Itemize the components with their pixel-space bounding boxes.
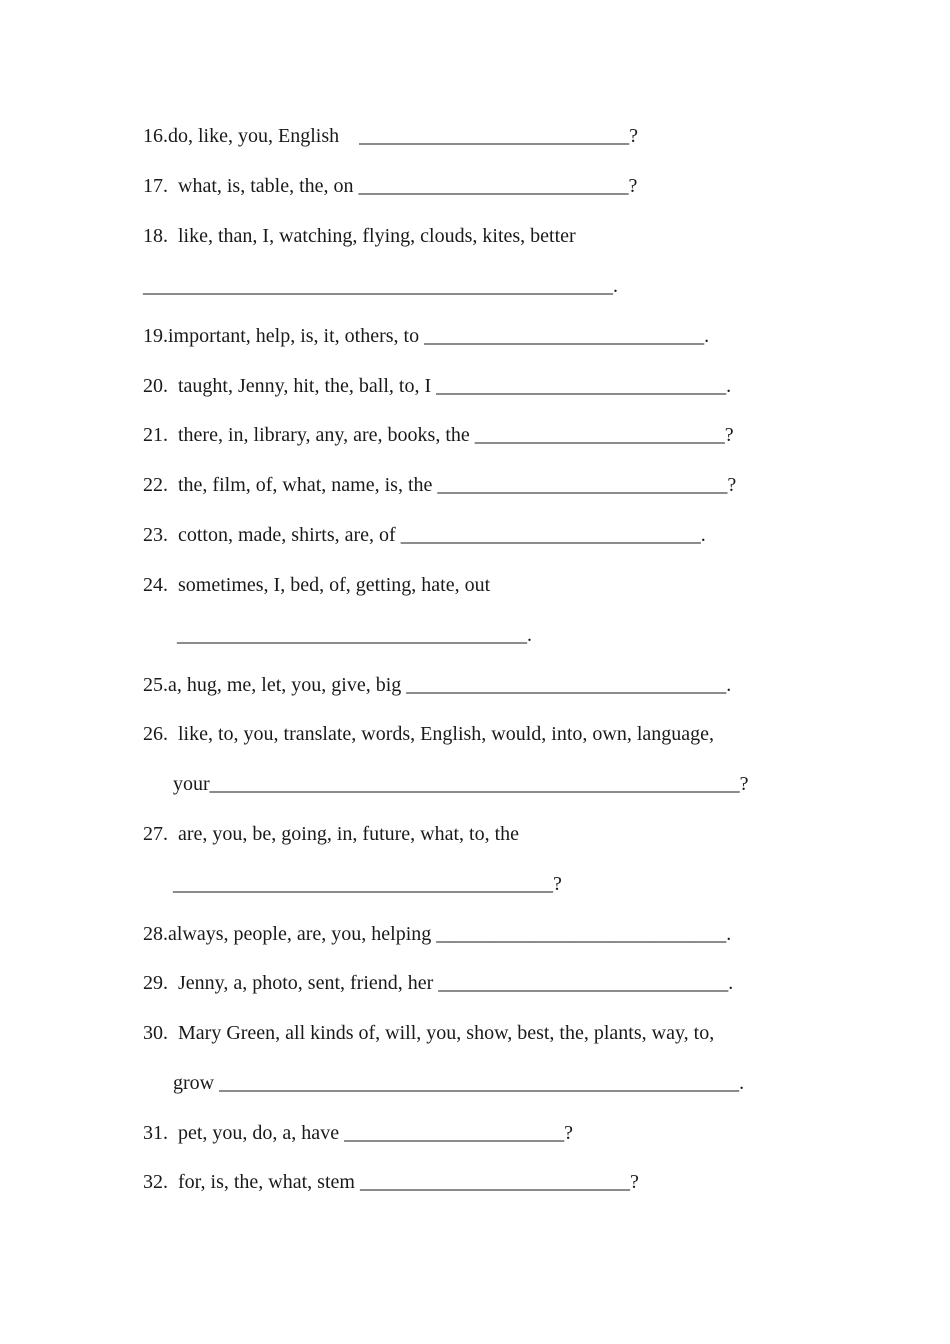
answer-blank-26: your_____________________________________________________? — [173, 773, 749, 795]
question-20: 20. taught, Jenny, hit, the, ball, to, I _____________________________. — [143, 375, 732, 397]
question-29: 29. Jenny, a, photo, sent, friend, her _____________________________. — [143, 972, 734, 994]
question-31: 31. pet, you, do, a, have ______________________? — [143, 1122, 573, 1144]
answer-blank-18: _______________________________________________. — [143, 275, 618, 297]
question-22: 22. the, film, of, what, name, is, the _____________________________? — [143, 474, 737, 496]
question-24: 24. sometimes, I, bed, of, getting, hate, out — [143, 574, 491, 596]
question-18: 18. like, than, I, watching, flying, clouds, kites, better — [143, 225, 576, 247]
question-21: 21. there, in, library, any, are, books, the _________________________? — [143, 424, 734, 446]
question-28: 28.always, people, are, you, helping _____________________________. — [143, 923, 732, 945]
question-23: 23. cotton, made, shirts, are, of ______________________________. — [143, 524, 706, 546]
answer-blank-27: ______________________________________? — [173, 873, 562, 895]
answer-blank-24: ___________________________________. — [177, 624, 532, 646]
answer-blank-30: grow ____________________________________________________. — [173, 1072, 745, 1094]
question-19: 19.important, help, is, it, others, to ____________________________. — [143, 325, 710, 347]
question-32: 32. for, is, the, what, stem ___________________________? — [143, 1171, 639, 1193]
question-27: 27. are, you, be, going, in, future, what, to, the — [143, 823, 520, 845]
question-25: 25.a, hug, me, let, you, give, big ________________________________. — [143, 674, 732, 696]
question-26: 26. like, to, you, translate, words, English, would, into, own, language, — [143, 723, 715, 745]
question-17: 17. what, is, table, the, on ___________________________? — [143, 175, 638, 197]
question-30: 30. Mary Green, all kinds of, will, you, show, best, the, plants, way, to, — [143, 1022, 715, 1044]
question-16: 16.do, like, you, English ___________________________? — [143, 125, 638, 147]
